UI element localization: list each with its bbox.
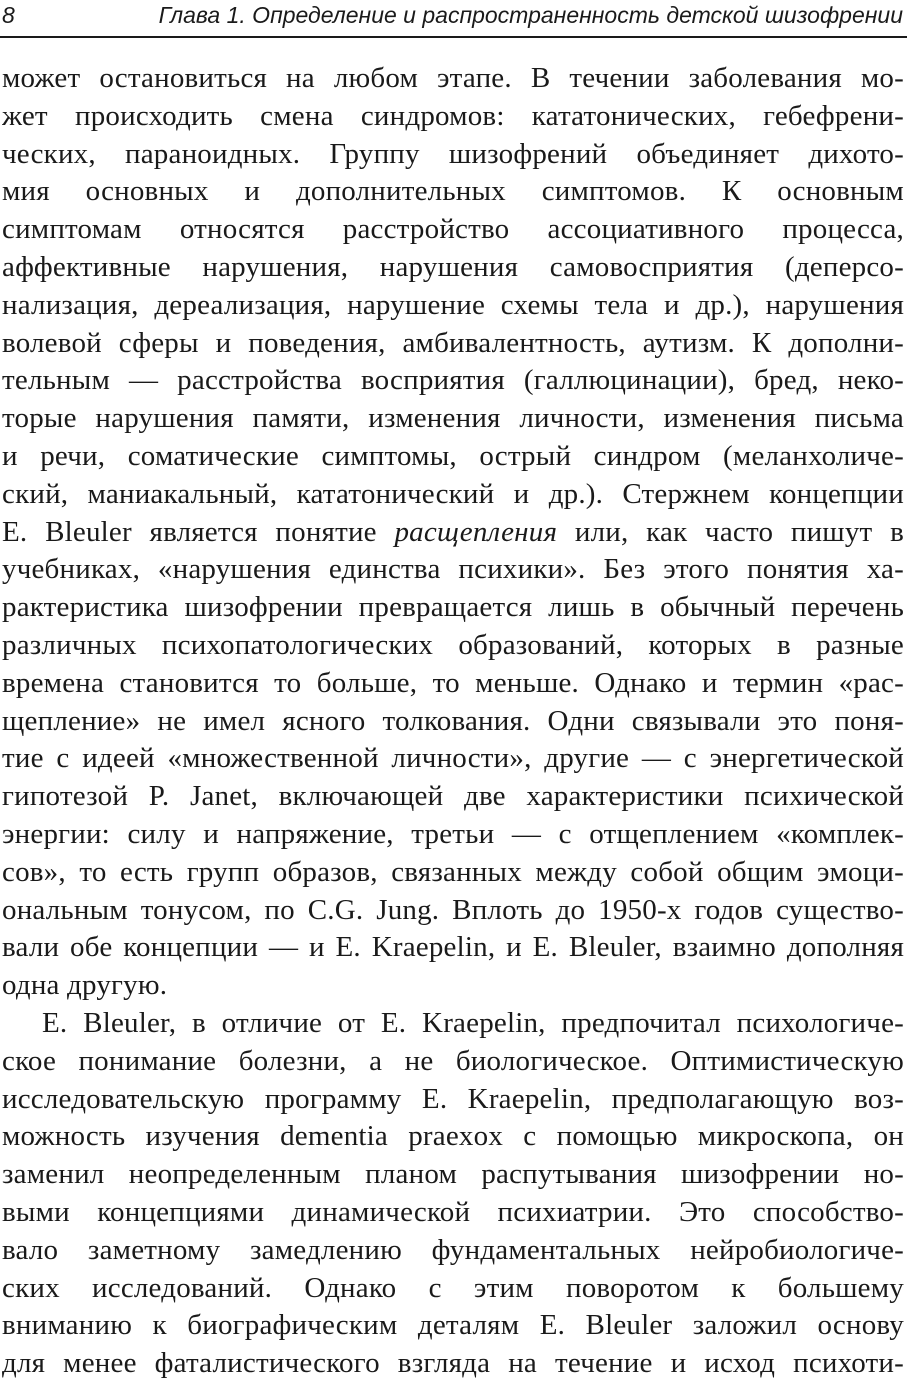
text-line: вниманию к биографическим деталям E. Bleuler заложил основу: [2, 1309, 904, 1342]
italic-term: расщепления: [394, 515, 558, 548]
text-line: времена становится то больше, то меньше. Однако и термин «рас-: [2, 666, 904, 699]
page-number: 8: [2, 2, 15, 28]
paragraph-1: [2, 60, 904, 1005]
text-line: исследовательскую программу E. Kraepelin, предполагающую воз-: [2, 1082, 904, 1115]
text-line: аффективные нарушения, нарушения самовосприятия (деперсо-: [2, 250, 904, 283]
text-line: ских исследований. Однако с этим поворотом к большему: [2, 1271, 904, 1304]
text-line: щепление» не имел ясного толкования. Одни связывали это поня-: [2, 704, 904, 737]
text-line: энергии: силу и напряжение, третьи — с отщеплением «комплек-: [2, 817, 904, 850]
text-line: ский, маниакальный, кататонический и др.). Стержнем концепции: [2, 477, 904, 510]
text-line: нализация, дереализация, нарушение схемы тела и др.), нарушения: [2, 288, 904, 321]
text-line: учебниках, «нарушения единства психики». Без этого понятия ха-: [2, 553, 904, 586]
text-line: мия основных и дополнительных симптомов. К основным: [2, 175, 904, 208]
text-line: рактеристика шизофрении превращается лишь в обычный перечень: [2, 591, 904, 624]
text-line: можность изучения dementia praexox с помощью микроскопа, он: [2, 1120, 904, 1153]
text-line: различных психопатологических образований, которых в разные: [2, 628, 904, 661]
text-line: ческих, параноидных. Группу шизофрений объединяет дихото-: [2, 137, 904, 170]
text-line: E. Bleuler, в отличие от E. Kraepelin, предпочитал психологиче-: [42, 1006, 904, 1039]
text-line: ональным тонусом, по C.G. Jung. Вплоть до 1950-х годов существо-: [2, 893, 904, 926]
text-line: ское понимание болезни, а не биологическое. Оптимистическую: [2, 1044, 904, 1077]
text-line: вали обе концепции — и E. Kraepelin, и E. Bleuler, взаимно дополняя: [2, 931, 904, 964]
text-line: и речи, соматические симптомы, острый синдром (меланхоличе-: [2, 439, 904, 472]
text-line: заменил неопределенным планом распутывания шизофрении но-: [2, 1158, 904, 1191]
text-line: [2, 514, 904, 552]
text-line: сов», то есть групп образов, связанных между собой общим эмоци-: [2, 855, 904, 888]
text-line: для менее фаталистического взгляда на течение и исход психоти-: [2, 1347, 904, 1380]
text-line: торые нарушения памяти, изменения личности, изменения письма: [2, 402, 904, 435]
text-run: E. Bleuler является понятие: [2, 515, 395, 548]
text-line: симптомам относятся расстройство ассоциативного процесса,: [2, 213, 904, 246]
text-run: или, как часто пишут в: [557, 515, 904, 548]
running-head: Глава 1. Определение и распространенность детской шизофрении: [158, 2, 903, 28]
text-line: тие с идеей «множественной личности», другие — с энергетической: [2, 742, 904, 775]
paragraph-2: [2, 1005, 904, 1383]
header-rule: [0, 36, 907, 38]
text-line: тельным — расстройства восприятия (галлюцинации), бред, неко-: [2, 364, 904, 397]
text-line: жет происходить смена синдромов: кататонических, гебефрени-: [2, 99, 904, 132]
text-line: волевой сферы и поведения, амбивалентность, аутизм. К дополни-: [2, 326, 904, 359]
body-text: [2, 60, 904, 1383]
text-line: вало заметному замедлению фундаментальных нейробиологиче-: [2, 1233, 904, 1266]
text-line: гипотезой P. Janet, включающей две характеристики психической: [2, 780, 904, 813]
text-line: выми концепциями динамической психиатрии. Это способство-: [2, 1195, 904, 1228]
page-header: [0, 0, 907, 36]
text-line: одна другую.: [2, 969, 168, 1002]
text-line: может остановиться на любом этапе. В течении заболевания мо-: [2, 62, 904, 94]
